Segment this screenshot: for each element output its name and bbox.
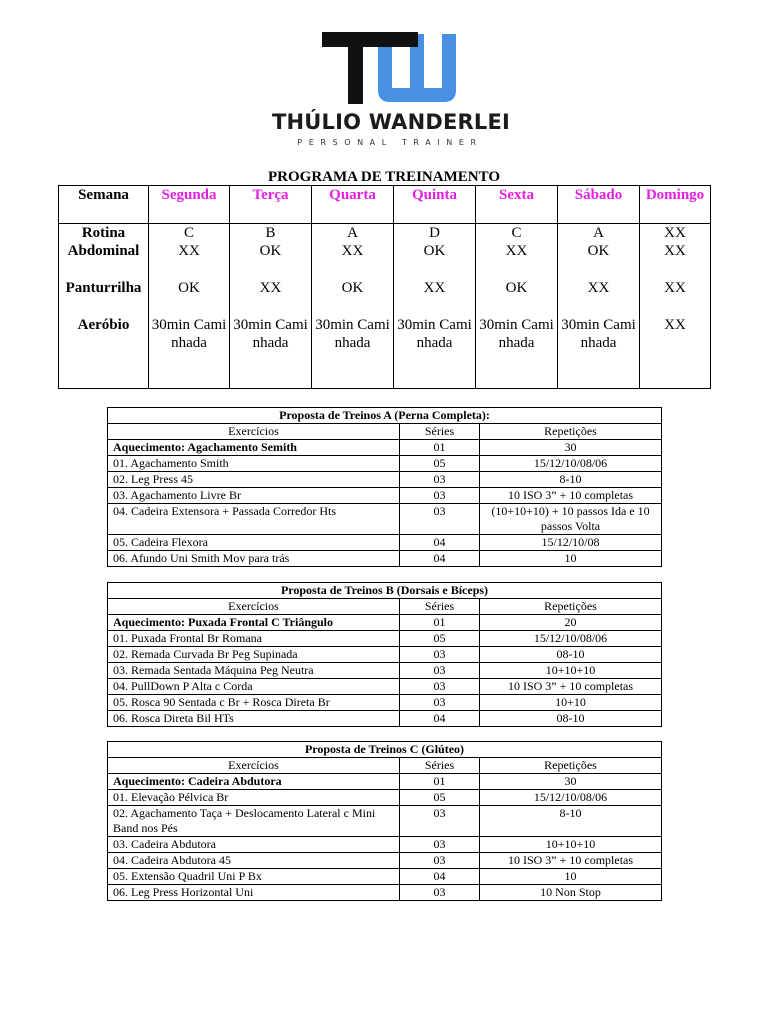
series-cell: 01: [400, 615, 480, 631]
week-cell: A: [312, 224, 394, 243]
week-cell: 30min Caminhada: [558, 316, 640, 388]
week-cell: XX: [640, 316, 711, 388]
series-cell: 04: [400, 535, 480, 551]
row-label: Panturrilha: [59, 279, 149, 316]
col-header-repeticoes: Repetições: [480, 599, 662, 615]
series-cell: 03: [400, 663, 480, 679]
brand-name: THÚLIO WANDERLEI: [272, 110, 511, 134]
exercise-cell: 04. PullDown P Alta c Corda: [108, 679, 400, 695]
workout-title: Proposta de Treinos A (Perna Completa):: [108, 408, 662, 424]
week-cell: XX: [230, 279, 312, 316]
workout-table-b: [107, 582, 662, 727]
table-row: [108, 806, 662, 837]
exercise-cell: 03. Remada Sentada Máquina Peg Neutra: [108, 663, 400, 679]
series-cell: 04: [400, 711, 480, 727]
weekly-row-rotina: [59, 224, 711, 243]
reps-cell: 30: [480, 774, 662, 790]
exercise-cell: 02. Remada Curvada Br Peg Supinada: [108, 647, 400, 663]
exercise-cell: 01. Agachamento Smith: [108, 456, 400, 472]
header-day-sabado: Sábado: [558, 186, 640, 224]
exercise-cell: 03. Agachamento Livre Br: [108, 488, 400, 504]
reps-cell: 10+10+10: [480, 837, 662, 853]
header-day-terca: Terça: [230, 186, 312, 224]
reps-cell: 8-10: [480, 472, 662, 488]
week-cell: XX: [558, 279, 640, 316]
weekly-header-row: [59, 186, 711, 224]
week-cell: OK: [394, 242, 476, 279]
series-cell: 01: [400, 774, 480, 790]
exercise-cell: Aquecimento: Cadeira Abdutora: [108, 774, 400, 790]
table-row: [108, 488, 662, 504]
exercise-cell: 02. Agachamento Taça + Deslocamento Lateral c Mini Band nos Pés: [108, 806, 400, 837]
tw-logo-mark: [320, 30, 456, 105]
weekly-row-abdominal: [59, 242, 711, 279]
col-header-repeticoes: Repetições: [480, 424, 662, 440]
reps-cell: 15/12/10/08: [480, 535, 662, 551]
exercise-cell: Aquecimento: Agachamento Semith: [108, 440, 400, 456]
weekly-program-table: [58, 185, 711, 389]
series-cell: 05: [400, 631, 480, 647]
row-label: Aeróbio: [59, 316, 149, 388]
series-cell: 03: [400, 504, 480, 535]
week-cell: XX: [312, 242, 394, 279]
week-cell: B: [230, 224, 312, 243]
series-cell: 03: [400, 488, 480, 504]
header-day-quinta: Quinta: [394, 186, 476, 224]
series-cell: 04: [400, 869, 480, 885]
week-cell: OK: [558, 242, 640, 279]
series-cell: 03: [400, 806, 480, 837]
table-row: [108, 472, 662, 488]
exercise-cell: 06. Rosca Direta Bil HTs: [108, 711, 400, 727]
week-cell: 30min Caminhada: [230, 316, 312, 388]
header-semana: Semana: [59, 186, 149, 224]
row-label: Abdominal: [59, 242, 149, 279]
header-day-quarta: Quarta: [312, 186, 394, 224]
table-row: [108, 869, 662, 885]
exercise-cell: 06. Afundo Uni Smith Mov para trás: [108, 551, 400, 567]
weekly-row-aerobio: [59, 316, 711, 388]
reps-cell: 15/12/10/08/06: [480, 790, 662, 806]
week-cell: D: [394, 224, 476, 243]
workout-title: Proposta de Treinos C (Glúteo): [108, 742, 662, 758]
col-header-exercicios: Exercícios: [108, 599, 400, 615]
table-row: [108, 885, 662, 901]
week-cell: 30min Caminhada: [149, 316, 230, 388]
exercise-cell: 01. Elevação Pélvica Br: [108, 790, 400, 806]
series-cell: 05: [400, 790, 480, 806]
table-row: [108, 615, 662, 631]
exercise-cell: 04. Cadeira Abdutora 45: [108, 853, 400, 869]
table-row: [108, 837, 662, 853]
week-cell: XX: [394, 279, 476, 316]
col-header-series: Séries: [400, 599, 480, 615]
col-header-series: Séries: [400, 758, 480, 774]
header-day-sexta: Sexta: [476, 186, 558, 224]
table-row: [108, 456, 662, 472]
table-row: [108, 551, 662, 567]
reps-cell: 10+10: [480, 695, 662, 711]
week-cell: C: [149, 224, 230, 243]
table-row: [108, 535, 662, 551]
header-day-domingo: Domingo: [640, 186, 711, 224]
table-row: [108, 711, 662, 727]
workout-table-c: [107, 741, 662, 901]
col-header-exercicios: Exercícios: [108, 424, 400, 440]
table-row: [108, 774, 662, 790]
week-cell: XX: [149, 242, 230, 279]
table-row: [108, 504, 662, 535]
reps-cell: 10 ISO 3” + 10 completas: [480, 853, 662, 869]
series-cell: 04: [400, 551, 480, 567]
week-cell: XX: [640, 224, 711, 243]
week-cell: XX: [640, 279, 711, 316]
exercise-cell: 02. Leg Press 45: [108, 472, 400, 488]
col-header-exercicios: Exercícios: [108, 758, 400, 774]
series-cell: 03: [400, 853, 480, 869]
table-row: [108, 631, 662, 647]
row-label: Rotina: [59, 224, 149, 243]
reps-cell: 10 Non Stop: [480, 885, 662, 901]
exercise-cell: 05. Cadeira Flexora: [108, 535, 400, 551]
week-cell: XX: [476, 242, 558, 279]
exercise-cell: 05. Rosca 90 Sentada c Br + Rosca Direta Br: [108, 695, 400, 711]
table-row: [108, 695, 662, 711]
exercise-cell: 05. Extensão Quadril Uni P Bx: [108, 869, 400, 885]
series-cell: 05: [400, 456, 480, 472]
col-header-repeticoes: Repetições: [480, 758, 662, 774]
week-cell: OK: [149, 279, 230, 316]
week-cell: 30min Caminhada: [312, 316, 394, 388]
series-cell: 03: [400, 472, 480, 488]
exercise-cell: Aquecimento: Puxada Frontal C Triângulo: [108, 615, 400, 631]
weekly-row-panturrilha: [59, 279, 711, 316]
table-row: [108, 679, 662, 695]
series-cell: 03: [400, 885, 480, 901]
series-cell: 01: [400, 440, 480, 456]
col-header-series: Séries: [400, 424, 480, 440]
week-cell: OK: [312, 279, 394, 316]
exercise-cell: 04. Cadeira Extensora + Passada Corredor Hts: [108, 504, 400, 535]
reps-cell: 15/12/10/08/06: [480, 631, 662, 647]
series-cell: 03: [400, 837, 480, 853]
exercise-cell: 01. Puxada Frontal Br Romana: [108, 631, 400, 647]
workout-title: Proposta de Treinos B (Dorsais e Bíceps): [108, 583, 662, 599]
header-day-segunda: Segunda: [149, 186, 230, 224]
reps-cell: 10+10+10: [480, 663, 662, 679]
series-cell: 03: [400, 695, 480, 711]
reps-cell: 20: [480, 615, 662, 631]
table-row: [108, 853, 662, 869]
week-cell: XX: [640, 242, 711, 279]
exercise-cell: 03. Cadeira Abdutora: [108, 837, 400, 853]
reps-cell: 08-10: [480, 711, 662, 727]
exercise-cell: 06. Leg Press Horizontal Uni: [108, 885, 400, 901]
week-cell: 30min Caminhada: [476, 316, 558, 388]
reps-cell: 10: [480, 869, 662, 885]
series-cell: 03: [400, 647, 480, 663]
reps-cell: 30: [480, 440, 662, 456]
table-row: [108, 790, 662, 806]
brand-subtitle: PERSONAL TRAINER: [297, 138, 483, 147]
table-row: [108, 440, 662, 456]
reps-cell: (10+10+10) + 10 passos Ida e 10 passos Volta: [480, 504, 662, 535]
reps-cell: 10 ISO 3” + 10 completas: [480, 679, 662, 695]
week-cell: OK: [476, 279, 558, 316]
week-cell: OK: [230, 242, 312, 279]
workout-table-a: [107, 407, 662, 567]
table-row: [108, 647, 662, 663]
week-cell: A: [558, 224, 640, 243]
reps-cell: 10 ISO 3” + 10 completas: [480, 488, 662, 504]
table-row: [108, 663, 662, 679]
week-cell: 30min Caminhada: [394, 316, 476, 388]
program-title: PROGRAMA DE TREINAMENTO: [268, 169, 500, 185]
reps-cell: 08-10: [480, 647, 662, 663]
series-cell: 03: [400, 679, 480, 695]
week-cell: C: [476, 224, 558, 243]
brand-logo: [272, 30, 511, 150]
reps-cell: 8-10: [480, 806, 662, 837]
reps-cell: 15/12/10/08/06: [480, 456, 662, 472]
reps-cell: 10: [480, 551, 662, 567]
